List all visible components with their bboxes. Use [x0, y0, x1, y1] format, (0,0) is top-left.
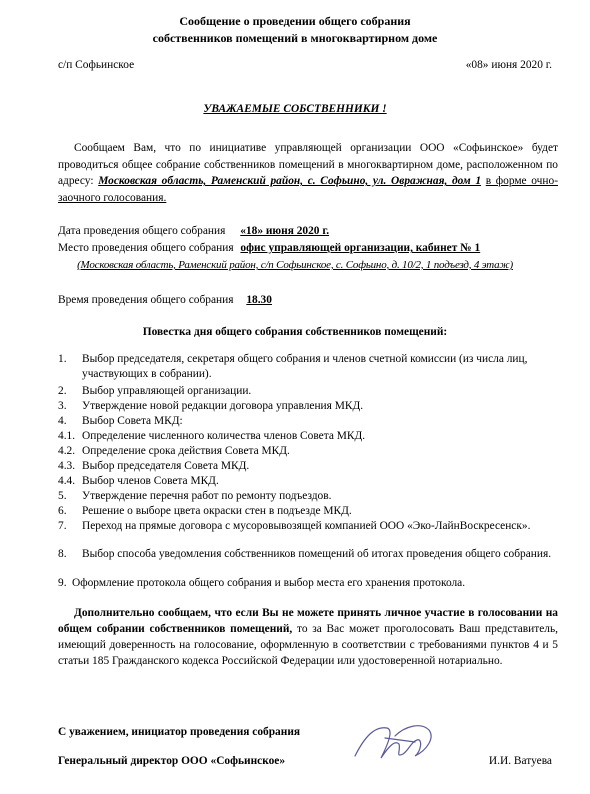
agenda-item-text: Выбор членов Совета МКД. [82, 475, 219, 487]
agenda-item-number: 1. [58, 353, 67, 365]
signer-name: И.И. Ватуева [488, 755, 552, 767]
voting-form: в форме очно-заочного голосования. [58, 175, 558, 204]
agenda-item-text: Выбор председателя, секретаря общего собрания и членов счетной комиссии (из числа лиц, участвующих в собрании). [82, 353, 528, 380]
greeting: УВАЖАЕМЫЕ СОБСТВЕННИКИ ! [203, 103, 387, 115]
agenda-item-number: 9. [58, 577, 67, 589]
agenda-item-text: Переход на прямые договора с мусоровывозящей компанией ООО «Эко-ЛайнВоскресенск». [82, 520, 531, 532]
agenda-item-number: 4.4. [58, 475, 76, 487]
agenda-item-text: Оформление протокола общего собрания и выбор места его хранения протокола. [72, 577, 466, 589]
additional-bold-text: Дополнительно сообщаем, что если Вы не можете принять личное участие в голосовании на общем собрании собственников помещений, [58, 607, 558, 635]
closing-regards: С уважением, инициатор проведения собрания [58, 726, 301, 738]
agenda-item-text: Утверждение перечня работ по ремонту подъездов. [82, 490, 332, 502]
meeting-place-label: Место проведения общего собрания [58, 242, 234, 254]
meeting-place-address: (Московская область, Раменский район, с/п Софьинское, с. Софьино, д. 10/2, 1 подъезд, 4 этаж) [77, 259, 513, 271]
agenda-item-number: 4.3. [58, 460, 76, 472]
agenda-item-text: Решение о выборе цвета окраски стен в подъезде МКД. [82, 505, 352, 517]
agenda-heading: Повестка дня общего собрания собственников помещений: [142, 326, 448, 338]
agenda-item-text: Утверждение новой редакции договора управления МКД. [82, 400, 364, 412]
meeting-address: Московская область, Раменский район, с. Софьино, ул. Овражная, дом 1 [98, 175, 482, 187]
handwritten-signature [345, 716, 445, 772]
agenda-item-text: Выбор Совета МКД: [82, 415, 183, 427]
document-title-line2: собственников помещений в многоквартирном доме [152, 31, 438, 45]
agenda-item-text: Определение численного количества членов Совета МКД. [82, 430, 366, 442]
agenda-item-number: 5. [58, 490, 67, 502]
meeting-time-value: 18.30 [246, 294, 272, 306]
agenda-item-number: 4.1. [58, 430, 76, 442]
place-label: с/п Софьинское [58, 59, 135, 71]
agenda-item-number: 6. [58, 505, 67, 517]
agenda-item-number: 4. [58, 415, 67, 427]
agenda-item-number: 4.2. [58, 445, 76, 457]
meeting-time-row [58, 293, 272, 308]
agenda-item-text: Выбор председателя Совета МКД. [82, 460, 250, 472]
agenda-item-text: Выбор управляющей организации. [82, 385, 252, 397]
agenda-item-number: 2. [58, 385, 67, 397]
agenda-item-number: 8. [58, 548, 67, 560]
meeting-date-value: «18» июня 2020 г. [240, 225, 330, 237]
document-date: «08» июня 2020 г. [465, 59, 552, 71]
meeting-time-label: Время проведения общего собрания [58, 294, 234, 306]
additional-text: то за Вас может проголосовать Ваш представитель, имеющий доверенность на голосование, оформленную в соответствии с требованиями пунктов 4 и 5 статьи 185 Гражданского кодекса Российской Федерации или удостоверенной нотариально. [58, 623, 558, 667]
agenda-item-text: Выбор способа уведомления собственников помещений об итогах проведения общего собрания. [82, 548, 552, 560]
signer-position: Генеральный директор ООО «Софьинское» [58, 755, 286, 767]
meeting-place-row [58, 241, 480, 256]
additional-paragraph [58, 605, 558, 669]
meeting-date-label: Дата проведения общего собрания [58, 225, 226, 237]
meeting-date-row [58, 224, 329, 239]
agenda-item-number: 7. [58, 520, 67, 532]
intro-text: Сообщаем Вам, что по инициативе управляющей организации ООО «Софьинское» будет проводиться общее собрание собственников помещений в многоквартирном доме, расположенном по адресу: [58, 142, 558, 187]
intro-paragraph [58, 140, 558, 206]
agenda-item-number: 3. [58, 400, 67, 412]
agenda-item-text: Определение срока действия Совета МКД. [82, 445, 290, 457]
document-title-line1: Сообщение о проведении общего собрания [179, 14, 411, 28]
meeting-place-value: офис управляющей организации, кабинет № 1 [240, 242, 481, 254]
